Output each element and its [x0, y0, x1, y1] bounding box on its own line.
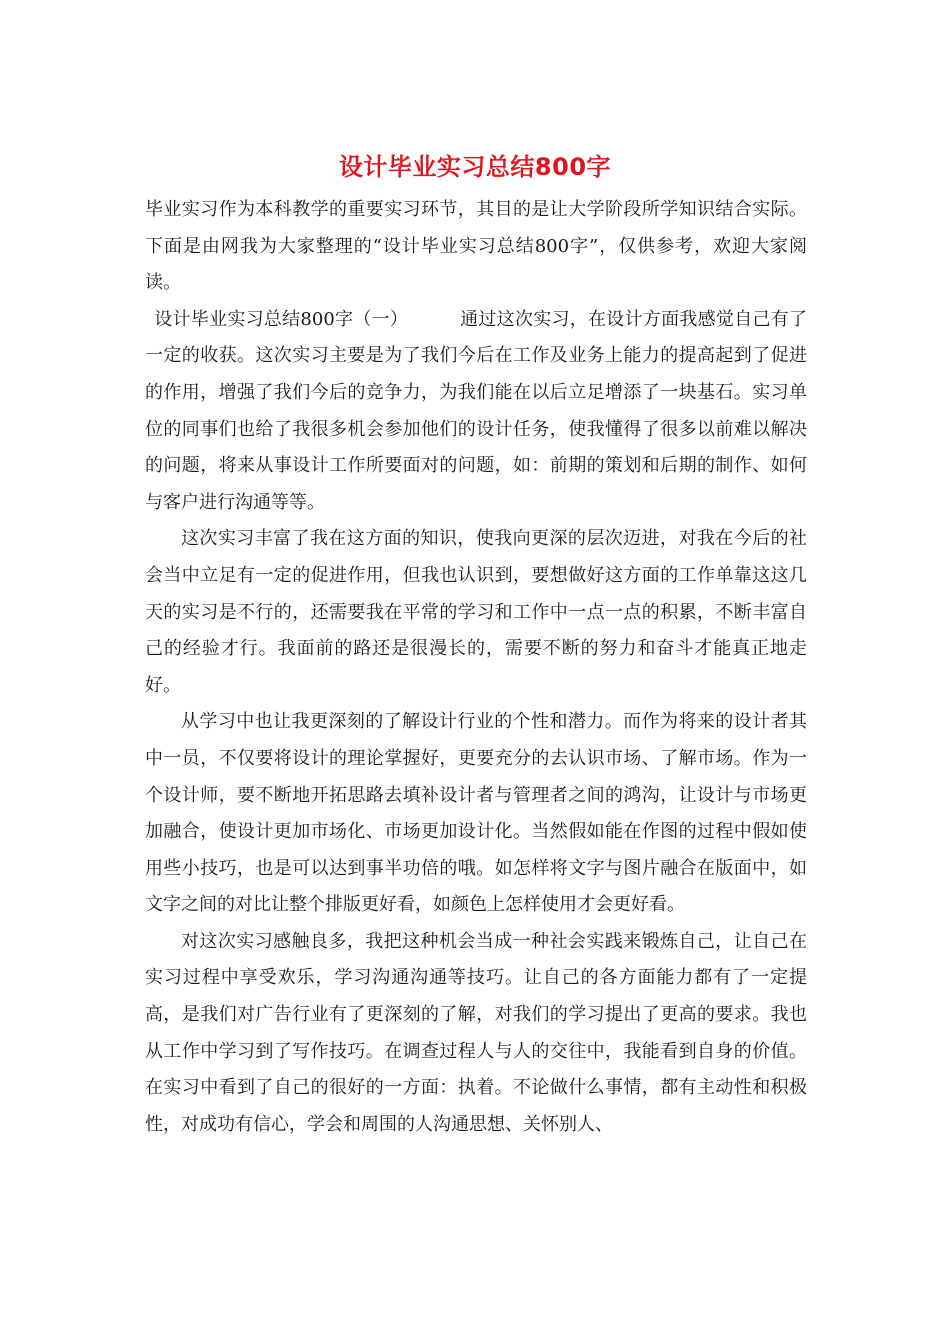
intro-paragraph: 毕业实习作为本科教学的重要实习环节，其目的是让大学阶段所学知识结合实际。下面是由网我为大家整理的“设计毕业实习总结800字”，仅供参考，欢迎大家阅读。 — [145, 199, 807, 294]
paragraph-1: 通过这次实习，在设计方面我感觉自己有了一定的收获。这次实习主要是为了我们今后在工作及业务上能力的提高起到了促进的作用，增强了我们今后的竞争力，为我们能在以后立足增添了一块基石。实习单位的同事们也给了我很多机会参加他们的设计任务，使我懂得了很多以前难以解决的问题，将来从事设计工作所要面对的问题，如：前期的策划和后期的制作、如何与客户进行沟通等等。 — [145, 308, 807, 513]
paragraph-2: 这次实习丰富了我在这方面的知识，使我向更深的层次迈进，对我在今后的社会当中立足有一定的促进作用，但我也认识到，要想做好这方面的工作单靠这这几天的实习是不行的，还需要我在平常的学习和工作中一点一点的积累，不断丰富自己的经验才行。我面前的路还是很漫长的，需要不断的努力和奋斗才能真正地走好。 — [145, 528, 807, 696]
section-one-paragraph — [145, 302, 807, 522]
document-title: 设计毕业实习总结800字 — [338, 153, 612, 181]
document-body — [145, 192, 807, 1143]
paragraph-4: 对这次实习感触良多，我把这种机会当成一种社会实践来锻炼自己，让自己在实习过程中享受欢乐，学习沟通沟通等技巧。让自己的各方面能力都有了一定提高，是我们对广告行业有了更深刻的了解，对我们的学习提出了更高的要求。我也从工作中学习到了写作技巧。在调查过程人与人的交往中，我能看到自身的价值。在实习中看到了自己的很好的一方面：执着。不论做什么事情，都有主动性和积极性，对成功有信心，学会和周围的人沟通思想、关怀别人、 — [145, 930, 807, 1135]
paragraph-3: 从学习中也让我更深刻的了解设计行业的个性和潜力。而作为将来的设计者其中一员，不仅要将设计的理论掌握好，更要充分的去认识市场、了解市场。作为一个设计师，要不断地开拓思路去填补设计者与管理者之间的鸿沟，让设计与市场更加融合，使设计更加市场化、市场更加设计化。当然假如能在作图的过程中假如使用些小技巧，也是可以达到事半功倍的哦。如怎样将文字与图片融合在版面中，如文字之间的对比让整个排版更好看，如颜色上怎样使用才会更好看。 — [145, 711, 807, 916]
section-heading: 设计毕业实习总结800字（一） — [154, 308, 409, 330]
